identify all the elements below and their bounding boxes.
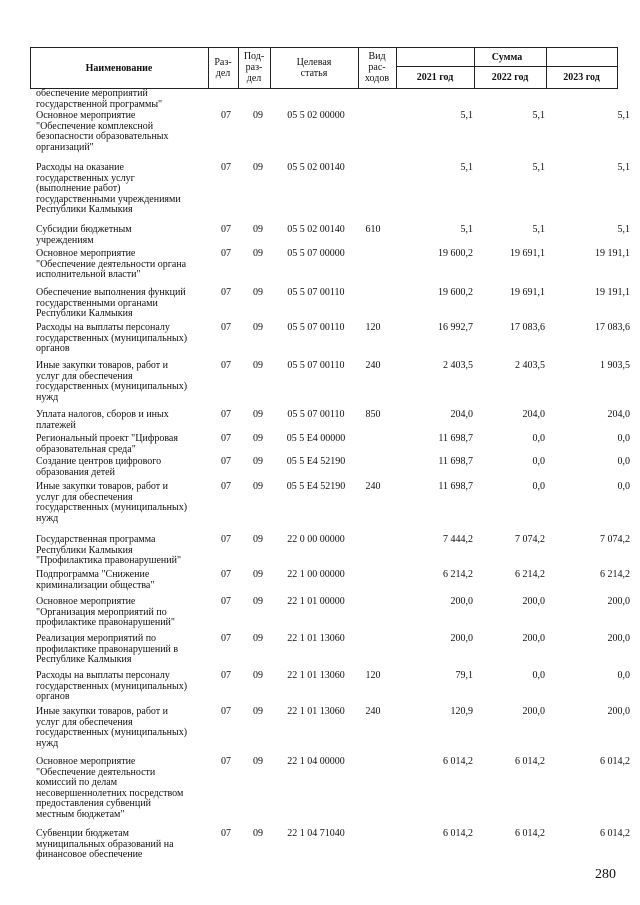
- header-vid-line: рас-: [368, 62, 386, 73]
- row-celevaya-statya: 05 5 02 00000: [287, 110, 345, 121]
- row-sum-2021: 7 444,2: [443, 534, 473, 545]
- row-name-line: Основное мероприятие: [36, 596, 136, 607]
- row-sum-2023: 6 214,2: [600, 569, 630, 580]
- row-razdel: 07: [221, 322, 231, 333]
- row-podrazdel: 09: [253, 322, 263, 333]
- row-name: [36, 671, 208, 703]
- row-razdel: 07: [221, 456, 231, 467]
- row-sum-2022: 5,1: [532, 162, 545, 173]
- row-name-line: криминализации общества": [36, 579, 155, 591]
- row-name-line: Расходы на выплаты персоналу: [36, 670, 170, 681]
- row-podrazdel: 09: [253, 569, 263, 580]
- row-vid-rashodov: 610: [365, 224, 381, 235]
- row-sum-2022: 200,0: [522, 706, 545, 717]
- row-name-line: учреждениям: [36, 234, 94, 246]
- row-celevaya-statya: 22 1 04 71040: [287, 828, 345, 839]
- header-podrazdel-line: дел: [246, 73, 262, 84]
- row-sum-2022: 6 014,2: [515, 756, 545, 767]
- header-celevaya-line: статья: [300, 68, 328, 79]
- row-name-line: Обеспечение выполнения функций: [36, 287, 186, 298]
- row-sum-2021: 5,1: [460, 110, 473, 121]
- row-name-line: образования детей: [36, 466, 115, 478]
- row-sum-2023: 0,0: [617, 481, 630, 492]
- row-name: [36, 634, 208, 666]
- row-sum-2023: 5,1: [617, 110, 630, 121]
- row-razdel: 07: [221, 706, 231, 717]
- row-celevaya-statya: 05 5 07 00110: [287, 322, 345, 333]
- row-name-line: государственными учреждениями: [36, 193, 181, 205]
- header-vid: [358, 51, 396, 84]
- row-sum-2021: 120,9: [450, 706, 473, 717]
- row-celevaya-statya: 22 1 00 00000: [287, 569, 345, 580]
- row-sum-2022: 5,1: [532, 110, 545, 121]
- row-celevaya-statya: 05 5 07 00110: [287, 409, 345, 420]
- row-name-line: "Профилактика правонарушений": [36, 555, 182, 566]
- row-razdel: 07: [221, 287, 231, 298]
- header-vid-line: ходов: [364, 73, 390, 84]
- row-name-line: местным бюджетам": [36, 808, 125, 820]
- row-name-line: услуг для обеспечения: [36, 716, 133, 728]
- row-celevaya-statya: 22 1 01 13060: [287, 706, 345, 717]
- row-sum-2023: 17 083,6: [595, 322, 630, 333]
- header-razdel: [208, 57, 238, 79]
- row-name-line: платежей: [36, 419, 76, 431]
- row-sum-2021: 204,0: [450, 409, 473, 420]
- row-razdel: 07: [221, 481, 231, 492]
- row-sum-2022: 0,0: [532, 456, 545, 467]
- row-razdel: 07: [221, 756, 231, 767]
- row-name-line: государственной программы": [36, 98, 163, 110]
- row-name: [36, 361, 208, 403]
- row-name-line: исполнительной власти": [36, 269, 141, 280]
- row-podrazdel: 09: [253, 633, 263, 644]
- row-sum-2023: 6 014,2: [600, 828, 630, 839]
- row-name-line: органов: [36, 343, 70, 354]
- row-celevaya-statya: 22 1 01 00000: [287, 596, 345, 607]
- row-podrazdel: 09: [253, 433, 263, 444]
- row-celevaya-statya: 05 5 07 00000: [287, 248, 345, 259]
- header-year-2022: 2022 год: [491, 72, 529, 83]
- row-name-line: "Обеспечение деятельности: [36, 766, 156, 778]
- row-sum-2022: 19 691,1: [510, 287, 545, 298]
- row-name-line: услуг для обеспечения: [36, 370, 133, 382]
- row-name-line: услуг для обеспечения: [36, 491, 133, 503]
- row-sum-2021: 200,0: [450, 596, 473, 607]
- row-podrazdel: 09: [253, 706, 263, 717]
- row-sum-2023: 204,0: [607, 409, 630, 420]
- row-sum-2022: 200,0: [522, 596, 545, 607]
- row-vid-rashodov: 240: [365, 360, 381, 371]
- row-sum-2021: 11 698,7: [438, 456, 473, 467]
- row-sum-2023: 200,0: [607, 633, 630, 644]
- header-celevaya-line: Целевая: [296, 57, 332, 68]
- row-razdel: 07: [221, 670, 231, 681]
- row-name-line: Создание центров цифрового: [36, 456, 162, 467]
- row-razdel: 07: [221, 162, 231, 173]
- row-sum-2023: 1 903,5: [600, 360, 630, 371]
- row-name-line: финансовое обеспечение: [36, 849, 143, 860]
- row-sum-2021: 2 403,5: [443, 360, 473, 371]
- row-sum-2022: 204,0: [522, 409, 545, 420]
- row-vid-rashodov: 240: [365, 481, 381, 492]
- row-name-line: комиссий по делам: [36, 777, 118, 788]
- row-celevaya-statya: 22 1 04 00000: [287, 756, 345, 767]
- row-podrazdel: 09: [253, 224, 263, 235]
- header-year-2021: 2021 год: [416, 72, 454, 83]
- header-podrazdel-line: Под-: [243, 51, 265, 62]
- row-podrazdel: 09: [253, 456, 263, 467]
- row-sum-2022: 6 214,2: [515, 569, 545, 580]
- row-celevaya-statya: 05 5 07 00110: [287, 287, 345, 298]
- row-name-line: "Обеспечение деятельности органа: [36, 258, 187, 270]
- row-vid-rashodov: 120: [365, 670, 381, 681]
- header-celevaya: [270, 57, 358, 79]
- row-name-line: организаций": [36, 141, 94, 153]
- row-sum-2021: 6 014,2: [443, 756, 473, 767]
- row-razdel: 07: [221, 409, 231, 420]
- header-podrazdel-line: раз-: [245, 62, 263, 73]
- row-name: [36, 111, 208, 153]
- row-celevaya-statya: 05 5 Е4 52190: [286, 481, 346, 492]
- row-sum-2021: 200,0: [450, 633, 473, 644]
- row-name-line: муниципальных образований на: [36, 838, 174, 850]
- row-name-line: Региональный проект "Цифровая: [36, 433, 178, 444]
- row-celevaya-statya: 05 5 Е4 52190: [286, 456, 346, 467]
- row-sum-2022: 0,0: [532, 433, 545, 444]
- row-podrazdel: 09: [253, 756, 263, 767]
- row-sum-2021: 11 698,7: [438, 433, 473, 444]
- row-celevaya-statya: 22 0 00 00000: [287, 534, 345, 545]
- row-razdel: 07: [221, 110, 231, 121]
- row-name-line: Основное мероприятие: [36, 756, 136, 767]
- row-name-line: государственными органами: [36, 297, 158, 309]
- row-sum-2023: 6 014,2: [600, 756, 630, 767]
- row-name: [36, 457, 208, 478]
- row-sum-2021: 6 214,2: [443, 569, 473, 580]
- row-podrazdel: 09: [253, 162, 263, 173]
- row-podrazdel: 09: [253, 828, 263, 839]
- row-name-line: профилактике правонарушений в: [36, 643, 179, 655]
- row-sum-2022: 0,0: [532, 481, 545, 492]
- row-sum-2021: 19 600,2: [438, 248, 473, 259]
- row-name-line: Иные закупки товаров, работ и: [36, 706, 169, 717]
- page-number: 280: [595, 867, 616, 882]
- row-podrazdel: 09: [253, 409, 263, 420]
- row-podrazdel: 09: [253, 670, 263, 681]
- row-sum-2023: 0,0: [617, 456, 630, 467]
- row-name: [36, 288, 208, 320]
- row-sum-2021: 11 698,7: [438, 481, 473, 492]
- header-razdel-line: дел: [215, 68, 231, 79]
- row-name-line: государственных (муниципальных): [36, 727, 188, 738]
- row-sum-2021: 5,1: [460, 162, 473, 173]
- row-razdel: 07: [221, 569, 231, 580]
- row-podrazdel: 09: [253, 596, 263, 607]
- row-celevaya-statya: 05 5 Е4 00000: [286, 433, 346, 444]
- row-name-line: Республики Калмыкия: [36, 204, 133, 215]
- row-vid-rashodov: 240: [365, 706, 381, 717]
- row-name-line: Республике Калмыкия: [36, 654, 132, 665]
- row-podrazdel: 09: [253, 534, 263, 545]
- row-sum-2021: 16 992,7: [438, 322, 473, 333]
- row-sum-2021: 79,1: [455, 670, 473, 681]
- row-name-line: безопасности образовательных: [36, 131, 169, 142]
- row-sum-2022: 7 074,2: [515, 534, 545, 545]
- row-name: [36, 597, 208, 629]
- row-name-line: государственных (муниципальных): [36, 332, 188, 344]
- row-podrazdel: 09: [253, 481, 263, 492]
- row-name-line: государственных (муниципальных): [36, 381, 188, 392]
- row-sum-2022: 6 014,2: [515, 828, 545, 839]
- row-sum-2022: 200,0: [522, 633, 545, 644]
- row-razdel: 07: [221, 828, 231, 839]
- row-name-line: Подпрограмма "Снижение: [36, 569, 150, 580]
- row-name-line: Расходы на оказание: [36, 162, 124, 173]
- row-razdel: 07: [221, 224, 231, 235]
- row-podrazdel: 09: [253, 110, 263, 121]
- row-sum-2021: 19 600,2: [438, 287, 473, 298]
- row-name-line: Основное мероприятие: [36, 248, 136, 259]
- row-sum-2022: 5,1: [532, 224, 545, 235]
- row-name-line: Уплата налогов, сборов и иных: [36, 409, 169, 420]
- header-podrazdel: [238, 51, 270, 84]
- row-name-line: государственных услуг: [36, 172, 135, 184]
- header-divider: [396, 66, 618, 67]
- row-sum-2023: 5,1: [617, 224, 630, 235]
- row-celevaya-statya: 22 1 01 13060: [287, 670, 345, 681]
- row-name-line: несовершеннолетних посредством: [36, 787, 184, 799]
- row-name-line: органов: [36, 691, 70, 702]
- row-name-line: Расходы на выплаты персоналу: [36, 322, 170, 333]
- row-vid-rashodov: 120: [365, 322, 381, 333]
- row-name-line: Государственная программа: [36, 534, 156, 545]
- row-celevaya-statya: 22 1 01 13060: [287, 633, 345, 644]
- row-name-line: государственных (муниципальных): [36, 502, 188, 513]
- row-name-line: "Организация мероприятий по: [36, 606, 167, 618]
- row-sum-2022: 19 691,1: [510, 248, 545, 259]
- header-vid-line: Вид: [368, 51, 386, 62]
- row-sum-2023: 200,0: [607, 596, 630, 607]
- row-name-line: Субсидии бюджетным: [36, 224, 132, 235]
- row-name-line: (выполнение работ): [36, 183, 121, 194]
- row-razdel: 07: [221, 633, 231, 644]
- row-name-line: Иные закупки товаров, работ и: [36, 360, 169, 371]
- row-razdel: 07: [221, 248, 231, 259]
- row-name-line: Республики Калмыкия: [36, 544, 133, 556]
- header-razdel-line: Раз-: [214, 57, 232, 68]
- row-name: [36, 249, 208, 281]
- row-name-line: государственных (муниципальных): [36, 680, 188, 692]
- row-name-line: нужд: [36, 737, 59, 749]
- row-name: [36, 482, 208, 524]
- header-year-2023: 2023 год: [563, 72, 600, 83]
- row-name-line: Основное мероприятие: [36, 110, 136, 121]
- row-name: [36, 163, 208, 216]
- row-name-line: нужд: [36, 391, 59, 403]
- row-razdel: 07: [221, 360, 231, 371]
- row-name-line: предоставления субвенций: [36, 798, 151, 809]
- row-name: [36, 323, 208, 355]
- row-razdel: 07: [221, 433, 231, 444]
- row-name: [36, 225, 208, 246]
- row-name-line: Иные закупки товаров, работ и: [36, 481, 169, 492]
- row-name: [36, 829, 208, 861]
- row-vid-rashodov: 850: [365, 409, 381, 420]
- row-sum-2022: 0,0: [532, 670, 545, 681]
- row-name-line: нужд: [36, 512, 59, 524]
- row-sum-2023: 19 191,1: [595, 248, 630, 259]
- row-name: [36, 707, 208, 749]
- row-razdel: 07: [221, 596, 231, 607]
- row-podrazdel: 09: [253, 248, 263, 259]
- row-name-line: профилактике правонарушений": [36, 617, 175, 628]
- row-razdel: 07: [221, 534, 231, 545]
- row-name: [36, 434, 208, 455]
- header-summa: Сумма: [491, 52, 523, 63]
- row-sum-2022: 17 083,6: [510, 322, 545, 333]
- row-name-line: Республики Калмыкия: [36, 308, 133, 319]
- row-name: [36, 535, 208, 567]
- row-sum-2023: 5,1: [617, 162, 630, 173]
- row-sum-2023: 0,0: [617, 670, 630, 681]
- row-name-line: обеспечение мероприятий: [36, 88, 148, 99]
- row-name: [36, 410, 208, 431]
- row-sum-2022: 2 403,5: [515, 360, 545, 371]
- row-celevaya-statya: 05 5 02 00140: [287, 162, 345, 173]
- row-sum-2023: 0,0: [617, 433, 630, 444]
- row-name: [36, 89, 208, 110]
- row-name: [36, 570, 208, 591]
- row-name-line: Реализация мероприятий по: [36, 633, 157, 644]
- row-name-line: образовательная среда": [36, 443, 136, 455]
- row-sum-2023: 7 074,2: [600, 534, 630, 545]
- row-sum-2023: 19 191,1: [595, 287, 630, 298]
- table-header: [30, 47, 618, 89]
- row-celevaya-statya: 05 5 07 00110: [287, 360, 345, 371]
- row-podrazdel: 09: [253, 360, 263, 371]
- row-name: [36, 757, 208, 820]
- row-podrazdel: 09: [253, 287, 263, 298]
- row-name-line: "Обеспечение комплексной: [36, 120, 154, 132]
- row-celevaya-statya: 05 5 02 00140: [287, 224, 345, 235]
- row-sum-2021: 5,1: [460, 224, 473, 235]
- header-name: Наименование: [85, 63, 153, 74]
- row-sum-2023: 200,0: [607, 706, 630, 717]
- row-name-line: Субвенции бюджетам: [36, 828, 129, 839]
- row-sum-2021: 6 014,2: [443, 828, 473, 839]
